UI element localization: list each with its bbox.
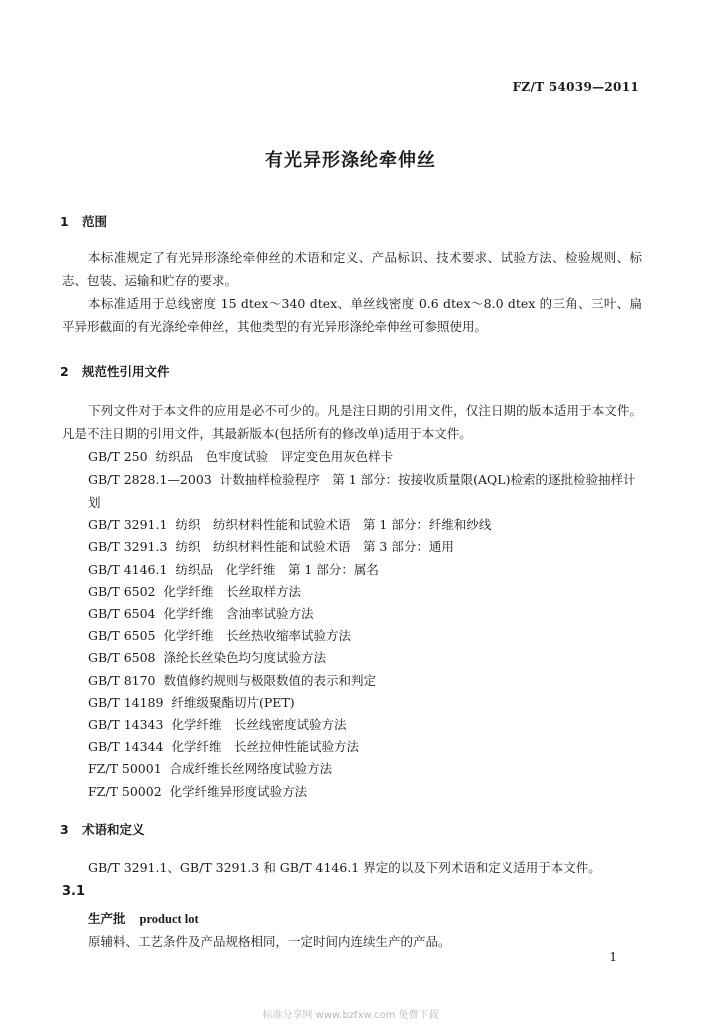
reference-item: GB/T 250 纺织品 色牢度试验 评定变色用灰色样卡 (88, 449, 394, 464)
reference-item: GB/T 6505 化学纤维 长丝热收缩率试验方法 (88, 628, 352, 644)
reference-item: GB/T 8170 数值修约规则与极限数值的表示和判定 (88, 672, 377, 688)
reference-item: GB/T 4146.1 纺织品 化学纤维 第 1 部分：属名 (88, 561, 379, 577)
watermark-text: 标准分享网 www.bzfxw.com 免费下载 (262, 1010, 439, 1021)
reference-item: GB/T 3291.1 纺织 纺织材料性能和试验术语 第 1 部分：纤维和纱线 (88, 517, 492, 533)
reference-item: GB/T 14189 纤维级聚酯切片(PET) (88, 694, 295, 710)
section-1-heading (60, 212, 107, 230)
section-2-intro: 下列文件对于本文件的应用是必不可少的。凡是注日期的引用文件，仅注日期的版本适用于本文件。凡是不注日期的引用文件，其最新版本(包括所有的修改单)适用于本文件。 (62, 403, 642, 441)
reference-item: GB/T 2828.1—2003 计数抽样检验程序 第 1 部分：按接收质量限(AQL)检索的逐批检验抽样计划 (88, 472, 636, 511)
term-definition: 原辅料、工艺条件及产品规格相同，一定时间内连续生产的产品。 (88, 934, 451, 949)
reference-item: GB/T 6502 化学纤维 长丝取样方法 (88, 583, 302, 599)
section-title: 术语和定义 (82, 822, 145, 837)
reference-item: GB/T 14344 化学纤维 长丝拉伸性能试验方法 (88, 739, 359, 755)
term-english: product lot (139, 912, 199, 926)
section-1-paragraph-1: 本标准规定了有光异形涤纶牵伸丝的术语和定义、产品标识、技术要求、试验方法、检验规则、标志、包装、运输和贮存的要求。 (62, 250, 642, 288)
section-number: 1 (60, 214, 69, 229)
reference-item: GB/T 14343 化学纤维 长丝线密度试验方法 (88, 717, 347, 733)
reference-item: GB/T 6508 涤纶长丝染色均匀度试验方法 (88, 650, 327, 666)
section-1-paragraph-2: 本标准适用于总线密度 15 dtex～340 dtex、单丝线密度 0.6 dtex～8.0 dtex 的三角、三叶、扁平异形截面的有光涤纶牵伸丝，其他类型的有光异形涤纶牵伸丝可参照使用。 (62, 296, 642, 334)
section-3-heading (60, 820, 145, 838)
page-number: 1 (609, 950, 617, 964)
section-title: 规范性引用文件 (82, 364, 170, 379)
section-3-intro: GB/T 3291.1、GB/T 3291.3 和 GB/T 4146.1 界定的以及下列术语和定义适用于本文件。 (88, 860, 601, 875)
reference-item: GB/T 6504 化学纤维 含油率试验方法 (88, 606, 314, 622)
reference-item: FZ/T 50002 化学纤维异形度试验方法 (88, 783, 308, 799)
section-number: 2 (60, 364, 69, 379)
reference-item: FZ/T 50001 合成纤维长丝网络度试验方法 (88, 761, 333, 777)
standard-code: FZ/T 54039—2011 (512, 80, 639, 94)
term-chinese: 生产批 (88, 911, 126, 926)
reference-list (88, 446, 644, 803)
term-heading (88, 909, 199, 927)
reference-item: GB/T 3291.3 纺织 纺织材料性能和试验术语 第 3 部分：通用 (88, 539, 454, 555)
section-2-heading (60, 362, 170, 380)
section-number: 3 (60, 822, 69, 837)
document-title: 有光异形涤纶牵伸丝 (265, 150, 436, 171)
clause-number: 3.1 (62, 884, 86, 899)
section-title: 范围 (82, 214, 108, 229)
